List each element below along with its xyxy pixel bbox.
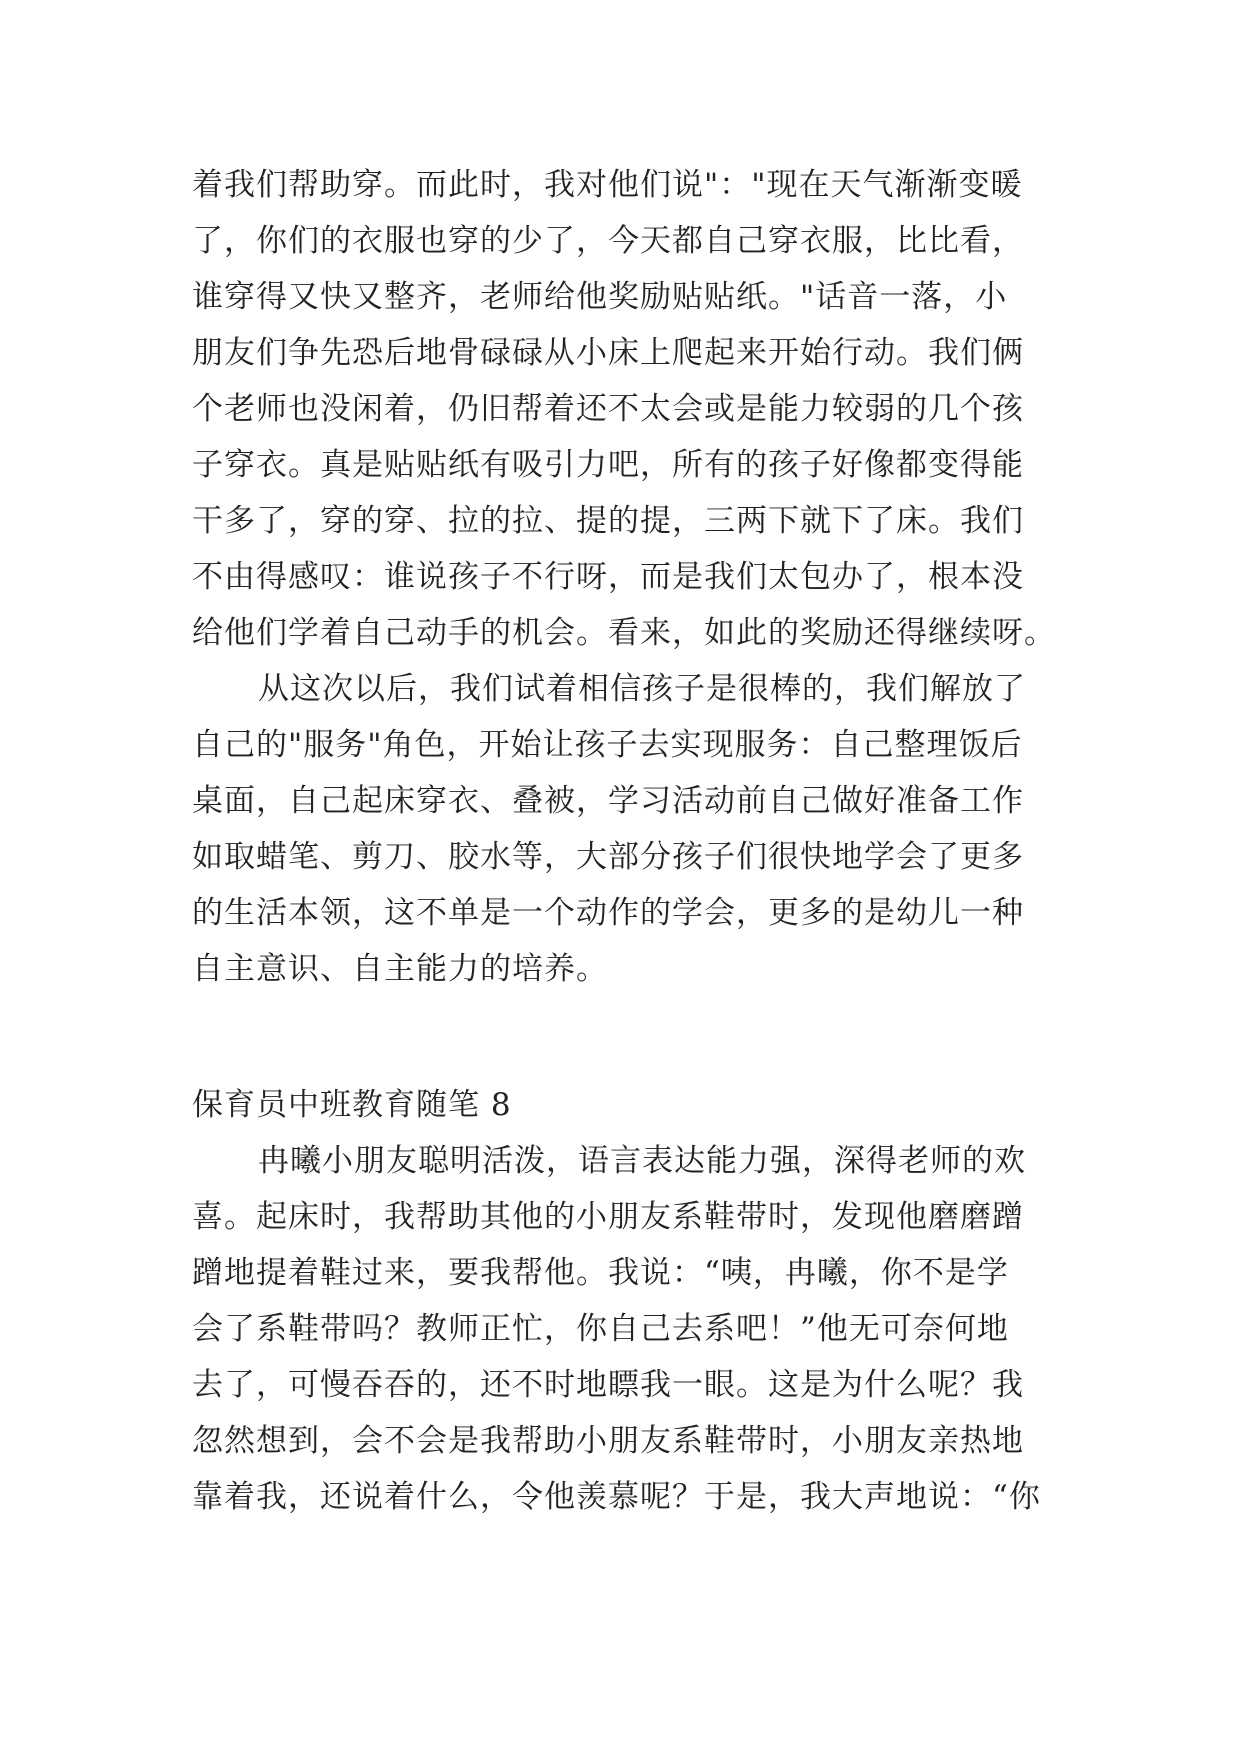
- paragraph-line: 如取蜡笔、剪刀、胶水等，大部分孩子们很快地学会了更多: [192, 839, 1024, 875]
- paragraph-line: 桌面，自己起床穿衣、叠被，学习活动前自己做好准备工作: [192, 783, 1024, 819]
- paragraph-line: 不由得感叹：谁说孩子不行呀，而是我们太包办了，根本没: [192, 559, 1024, 595]
- paragraph-line: 冉曦小朋友聪明活泼，语言表达能力强，深得老师的欢: [258, 1143, 1026, 1179]
- paragraph-line: 谁穿得又快又整齐，老师给他奖励贴贴纸。"话音一落，小: [192, 279, 1008, 315]
- paragraph-line: 自己的"服务"角色，开始让孩子去实现服务：自己整理饭后: [192, 727, 1023, 763]
- paragraph-line: 干多了，穿的穿、拉的拉、提的提，三两下就下了床。我们: [192, 503, 1024, 539]
- paragraph-line: 靠着我，还说着什么，令他羡慕呢？于是，我大声地说：“你: [192, 1479, 1041, 1515]
- paragraph-line: 给他们学着自己动手的机会。看来，如此的奖励还得继续呀。: [192, 615, 1056, 651]
- paragraph-line: 的生活本领，这不单是一个动作的学会，更多的是幼儿一种: [192, 895, 1024, 931]
- paragraph-line: 去了，可慢吞吞的，还不时地瞟我一眼。这是为什么呢？我: [192, 1367, 1024, 1403]
- paragraph-line: 蹭地提着鞋过来，要我帮他。我说：“咦，冉曦，你不是学: [192, 1255, 1009, 1291]
- paragraph-line: 自主意识、自主能力的培养。: [192, 951, 608, 987]
- section-title: 保育员中班教育随笔 8: [192, 1087, 512, 1123]
- paragraph-line: 忽然想到，会不会是我帮助小朋友系鞋带时，小朋友亲热地: [192, 1423, 1024, 1459]
- paragraph-line: 了，你们的衣服也穿的少了，今天都自己穿衣服，比比看，: [192, 223, 1024, 259]
- paragraph-line: 朋友们争先恐后地骨碌碌从小床上爬起来开始行动。我们俩: [192, 335, 1024, 371]
- paragraph-line: 喜。起床时，我帮助其他的小朋友系鞋带时，发现他磨磨蹭: [192, 1199, 1024, 1235]
- paragraph-line: 个老师也没闲着，仍旧帮着还不太会或是能力较弱的几个孩: [192, 391, 1024, 427]
- paragraph-line: 子穿衣。真是贴贴纸有吸引力吧，所有的孩子好像都变得能: [192, 447, 1024, 483]
- paragraph-line: 着我们帮助穿。而此时，我对他们说"："现在天气渐渐变暖: [192, 167, 1023, 203]
- paragraph-line: 从这次以后，我们试着相信孩子是很棒的，我们解放了: [258, 671, 1026, 707]
- paragraph-line: 会了系鞋带吗？教师正忙，你自己去系吧！”他无可奈何地: [192, 1311, 1009, 1347]
